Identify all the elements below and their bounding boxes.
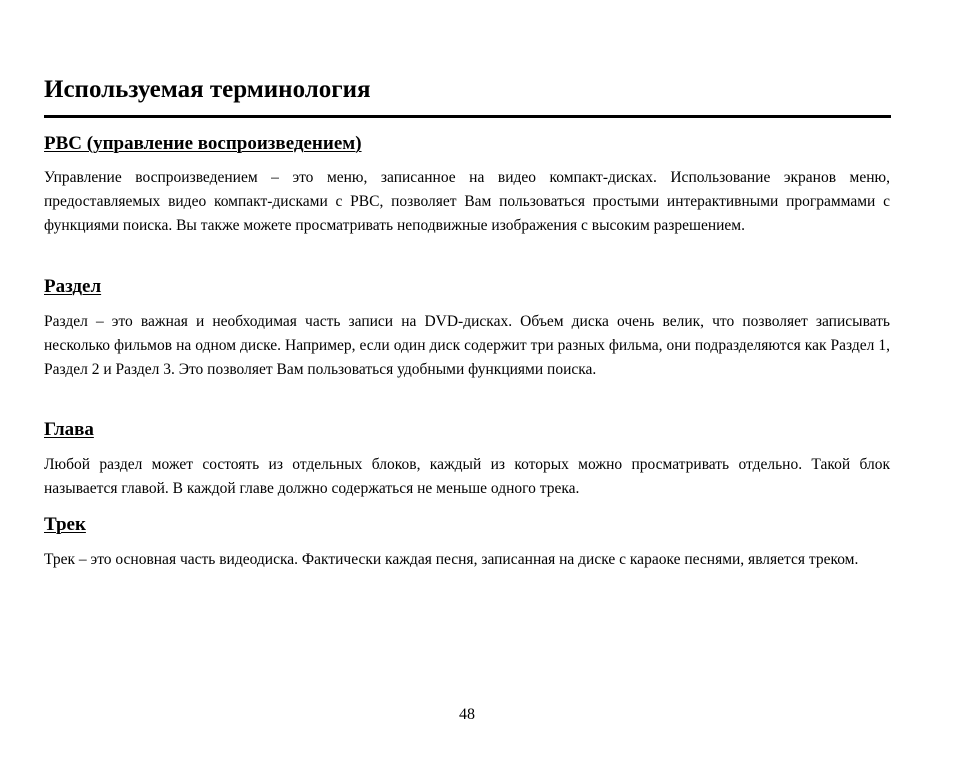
section-body-track: Трек – это основная часть видеодиска. Фактически каждая песня, записанная на диске с караоке песнями, является треком. xyxy=(44,551,859,568)
page-number: 48 xyxy=(459,706,475,723)
section-heading-chapter: Глава xyxy=(44,419,94,440)
section-heading-track: Трек xyxy=(44,514,86,535)
section-body-chapter: Любой раздел может состоять из отдельных блоков, каждый из которых можно просматривать отдельно. Такой блок называется главой. В каждой главе должно содержаться не меньше одного трека. xyxy=(44,456,890,497)
title-divider xyxy=(44,115,891,118)
section-heading-pbc: PBC (управление воспроизведением) xyxy=(44,133,362,154)
section-body-title: Раздел – это важная и необходимая часть записи на DVD-дисках. Объем диска очень велик, что позволяет записывать несколько фильмов на одном диске. Например, если один диск содержит три разных фильма, они подразделяются как Раздел 1, Раздел 2 и Раздел 3. Это позволяет Вам пользоваться удобными функциями поиска. xyxy=(44,313,890,378)
section-body-pbc: Управление воспроизведением – это меню, записанное на видео компакт-дисках. Использование экранов меню, предоставляемых видео компакт-дисками с PBC, позволяет Вам пользоваться простыми интерактивными программами с функциями поиска. Вы также можете просматривать неподвижные изображения с высоким разрешением. xyxy=(44,169,890,234)
section-heading-title: Раздел xyxy=(44,276,102,297)
page-title: Используемая терминология xyxy=(44,76,371,103)
